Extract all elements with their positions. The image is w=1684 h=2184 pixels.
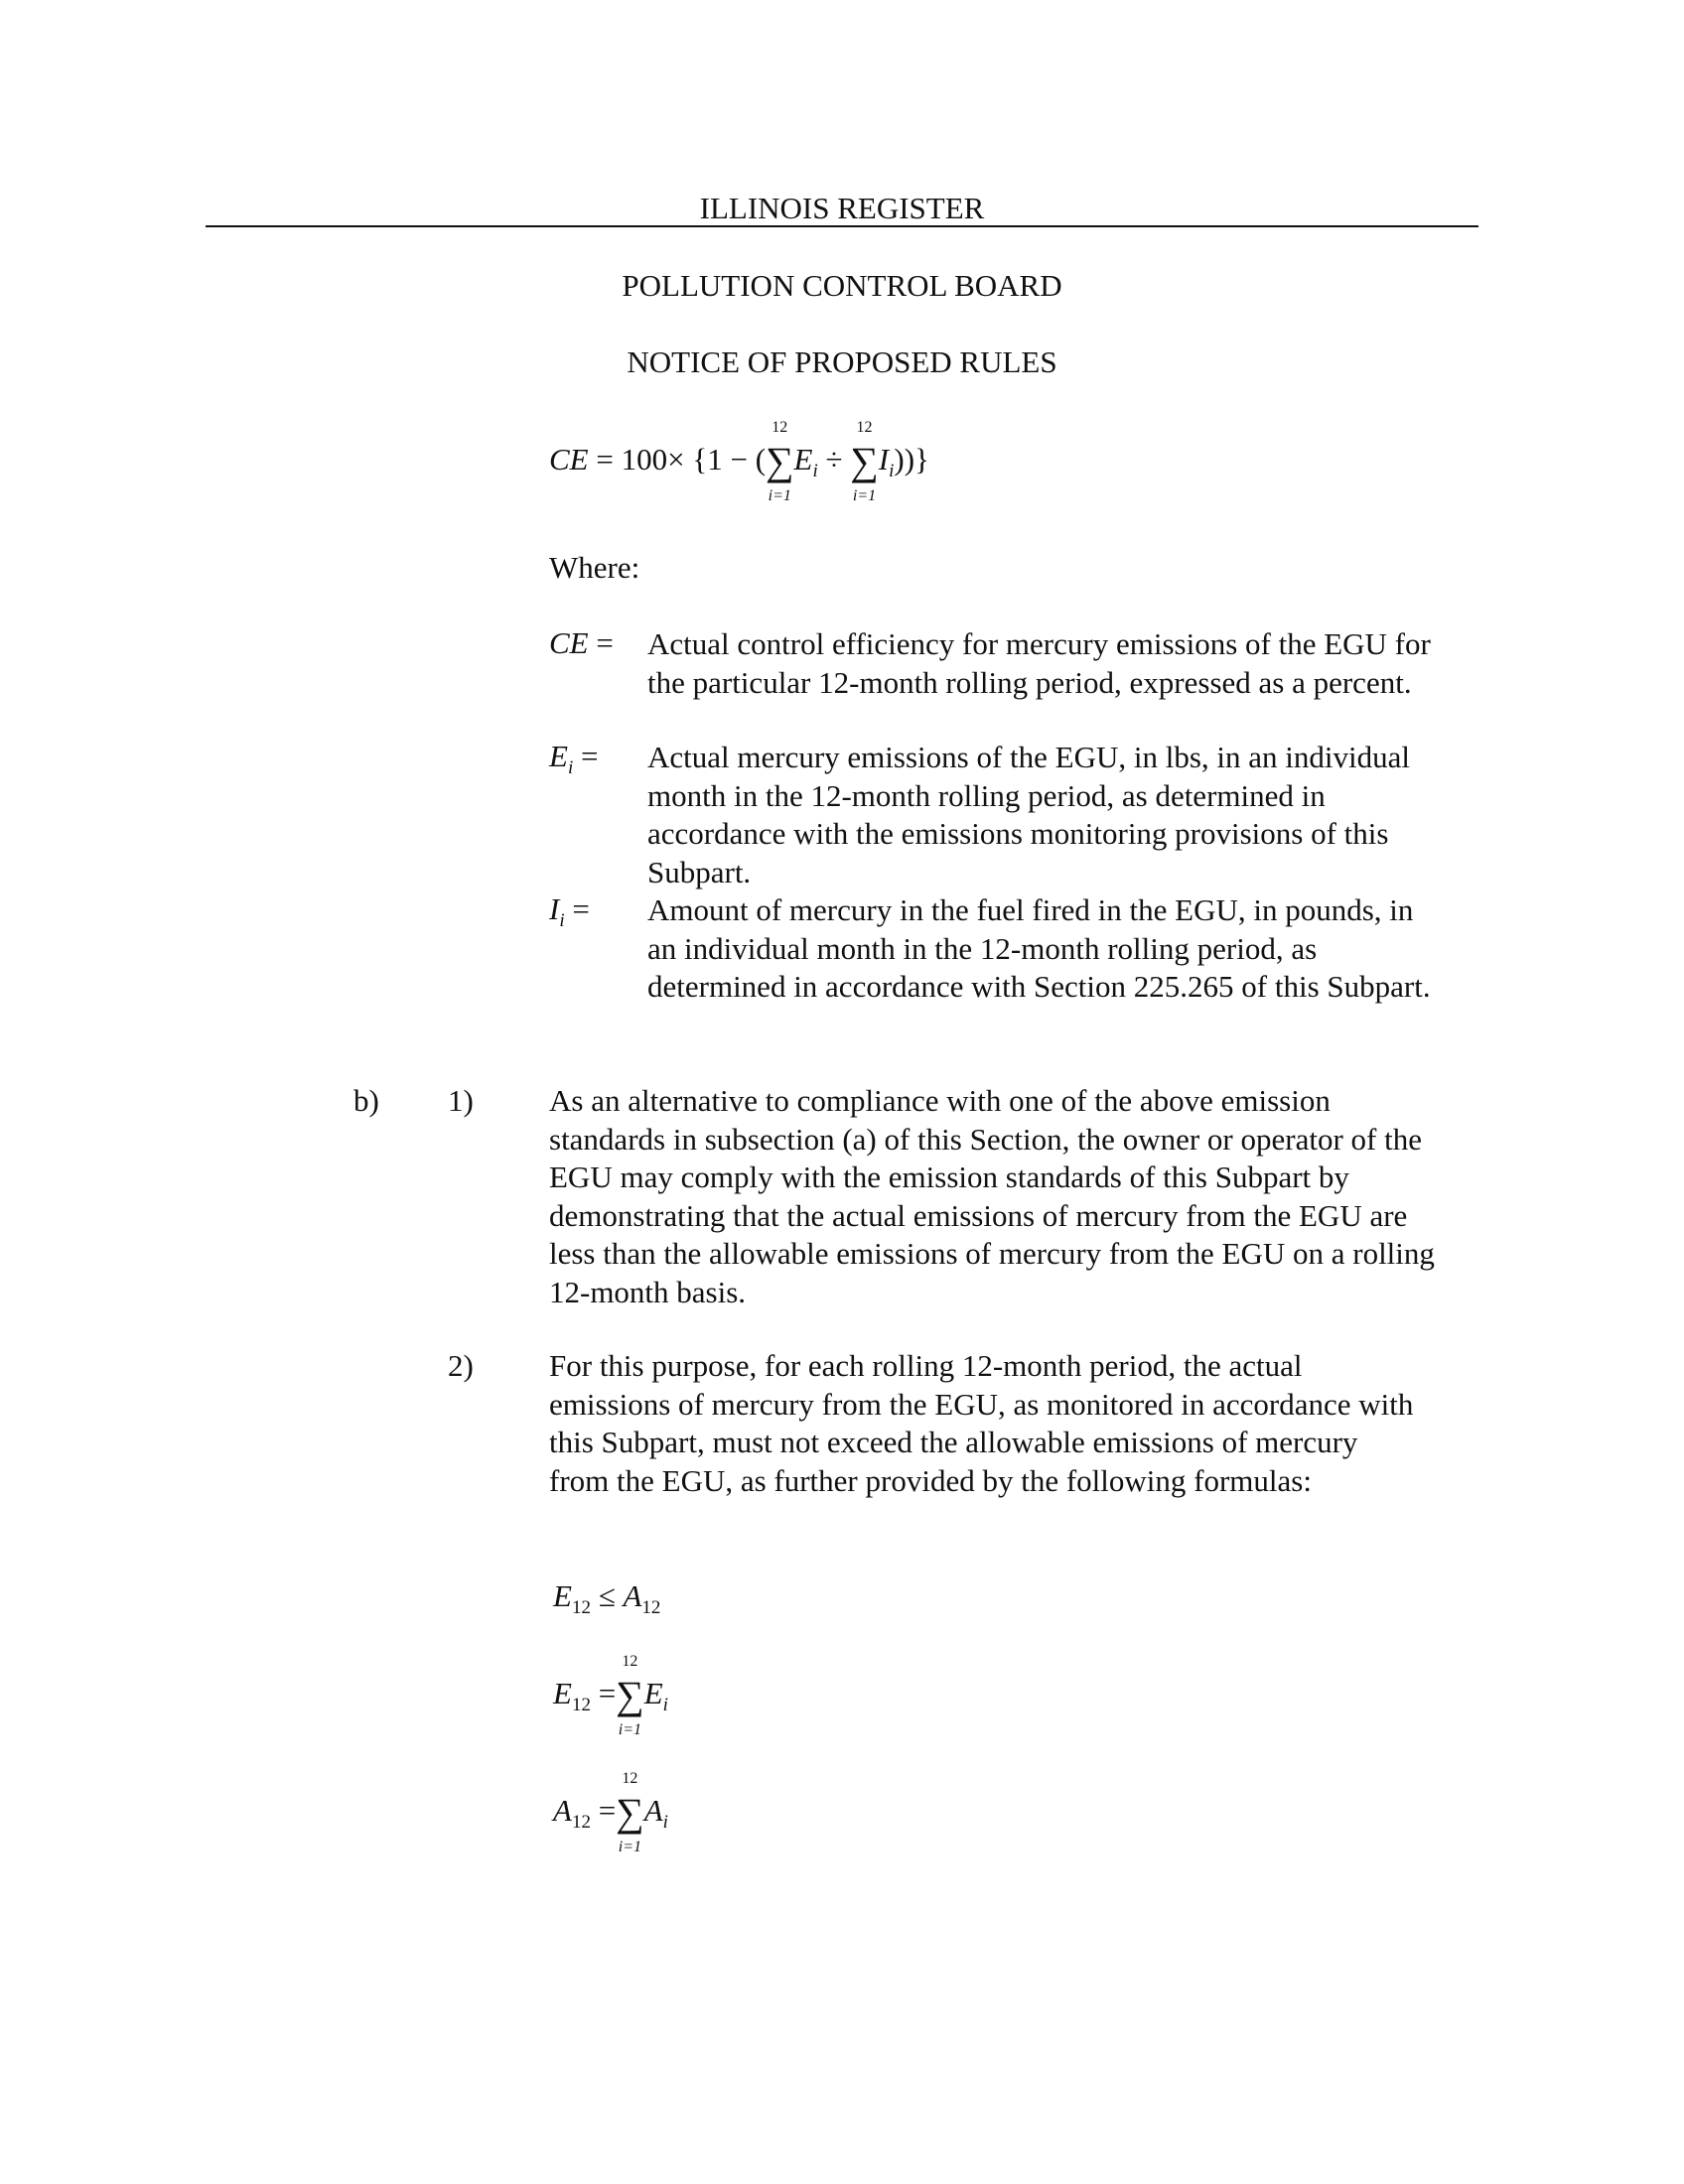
sum-e: [766, 419, 794, 505]
where-label: Where:: [549, 550, 640, 585]
header-rule: [206, 225, 1478, 227]
board-name: POLLUTION CONTROL BOARD: [622, 268, 1062, 303]
sum-upper: 12: [772, 419, 788, 437]
term-i-sub: i: [889, 461, 895, 481]
def-text-ii: Amount of mercury in the fuel fired in the EGU, in pounds, in an individual month in the 12-month rolling period, as determined in accordance with Section 225.265 of this Subpart.: [647, 892, 1431, 1004]
formula-e12-sum: $E_{12}$ = 12 ∑ i=1 $E_i$: [553, 1653, 668, 1739]
formula-close: ))}: [894, 442, 929, 477]
sum-lower: i=1: [852, 487, 877, 505]
def-term-ii: $I_i$ =: [549, 891, 590, 931]
sum-i: [850, 419, 879, 505]
def-text-ce: Actual control efficiency for mercury emissions of the EGU for the particular 12-month rolling period, expressed as a percent.: [647, 626, 1431, 700]
item-2-number: 2): [448, 1348, 474, 1383]
def-text-ei: Actual mercury emissions of the EGU, in lbs, in an individual month in the 12-month rolling period, as determined in accordance with the emissions monitoring provisions of this Subpart.: [647, 740, 1410, 889]
def-term-ce: CE =: [549, 625, 614, 660]
sigma-symbol: ∑: [616, 1673, 644, 1718]
section-b-label: b): [353, 1083, 379, 1118]
item-1-number: 1): [448, 1083, 474, 1118]
term-e-sub: i: [812, 461, 818, 481]
sum-a-i: 12 ∑ i=1: [616, 1770, 644, 1856]
ce-formula: [549, 419, 929, 505]
sigma-symbol: ∑: [766, 439, 794, 484]
notice-title: NOTICE OF PROPOSED RULES: [627, 344, 1057, 379]
sigma-symbol: ∑: [850, 439, 879, 484]
sum-upper: 12: [856, 419, 873, 437]
formula-prefix: = 100× {1 − (: [596, 442, 767, 477]
register-title: ILLINOIS REGISTER: [699, 191, 985, 225]
formula-a12-sum: $A_{12}$ = 12 ∑ i=1 $A_i$: [553, 1770, 668, 1856]
def-term-ei: $E_i$ =: [549, 739, 599, 778]
term-i: I: [878, 442, 890, 477]
divide-symbol: ÷: [825, 442, 843, 477]
item-1-text: As an alternative to compliance with one of the above emission standards in subsection (a) of this Section, the owner or operator of the EGU may comply with the emission standards of this Subpart by demonstrating that the actual emissions of mercury from the EGU are less than the allowable emissions of mercury from the EGU on a rolling 12-month basis.: [549, 1083, 1435, 1309]
sum-e-i: 12 ∑ i=1: [616, 1653, 644, 1739]
item-2-text: For this purpose, for each rolling 12-month period, the actual emissions of mercury from the EGU, as monitored in accordance with this Subpart, must not exceed the allowable emissions of mercury from the EGU, as further provided by the following formulas:: [549, 1348, 1414, 1498]
formula-e12-le-a12: $E_{12} \le A_{12}$: [553, 1578, 661, 1618]
term-e: E: [793, 442, 813, 477]
sigma-symbol: ∑: [616, 1790, 644, 1836]
sum-lower: i=1: [768, 487, 791, 505]
formula-lhs: CE: [549, 442, 589, 477]
